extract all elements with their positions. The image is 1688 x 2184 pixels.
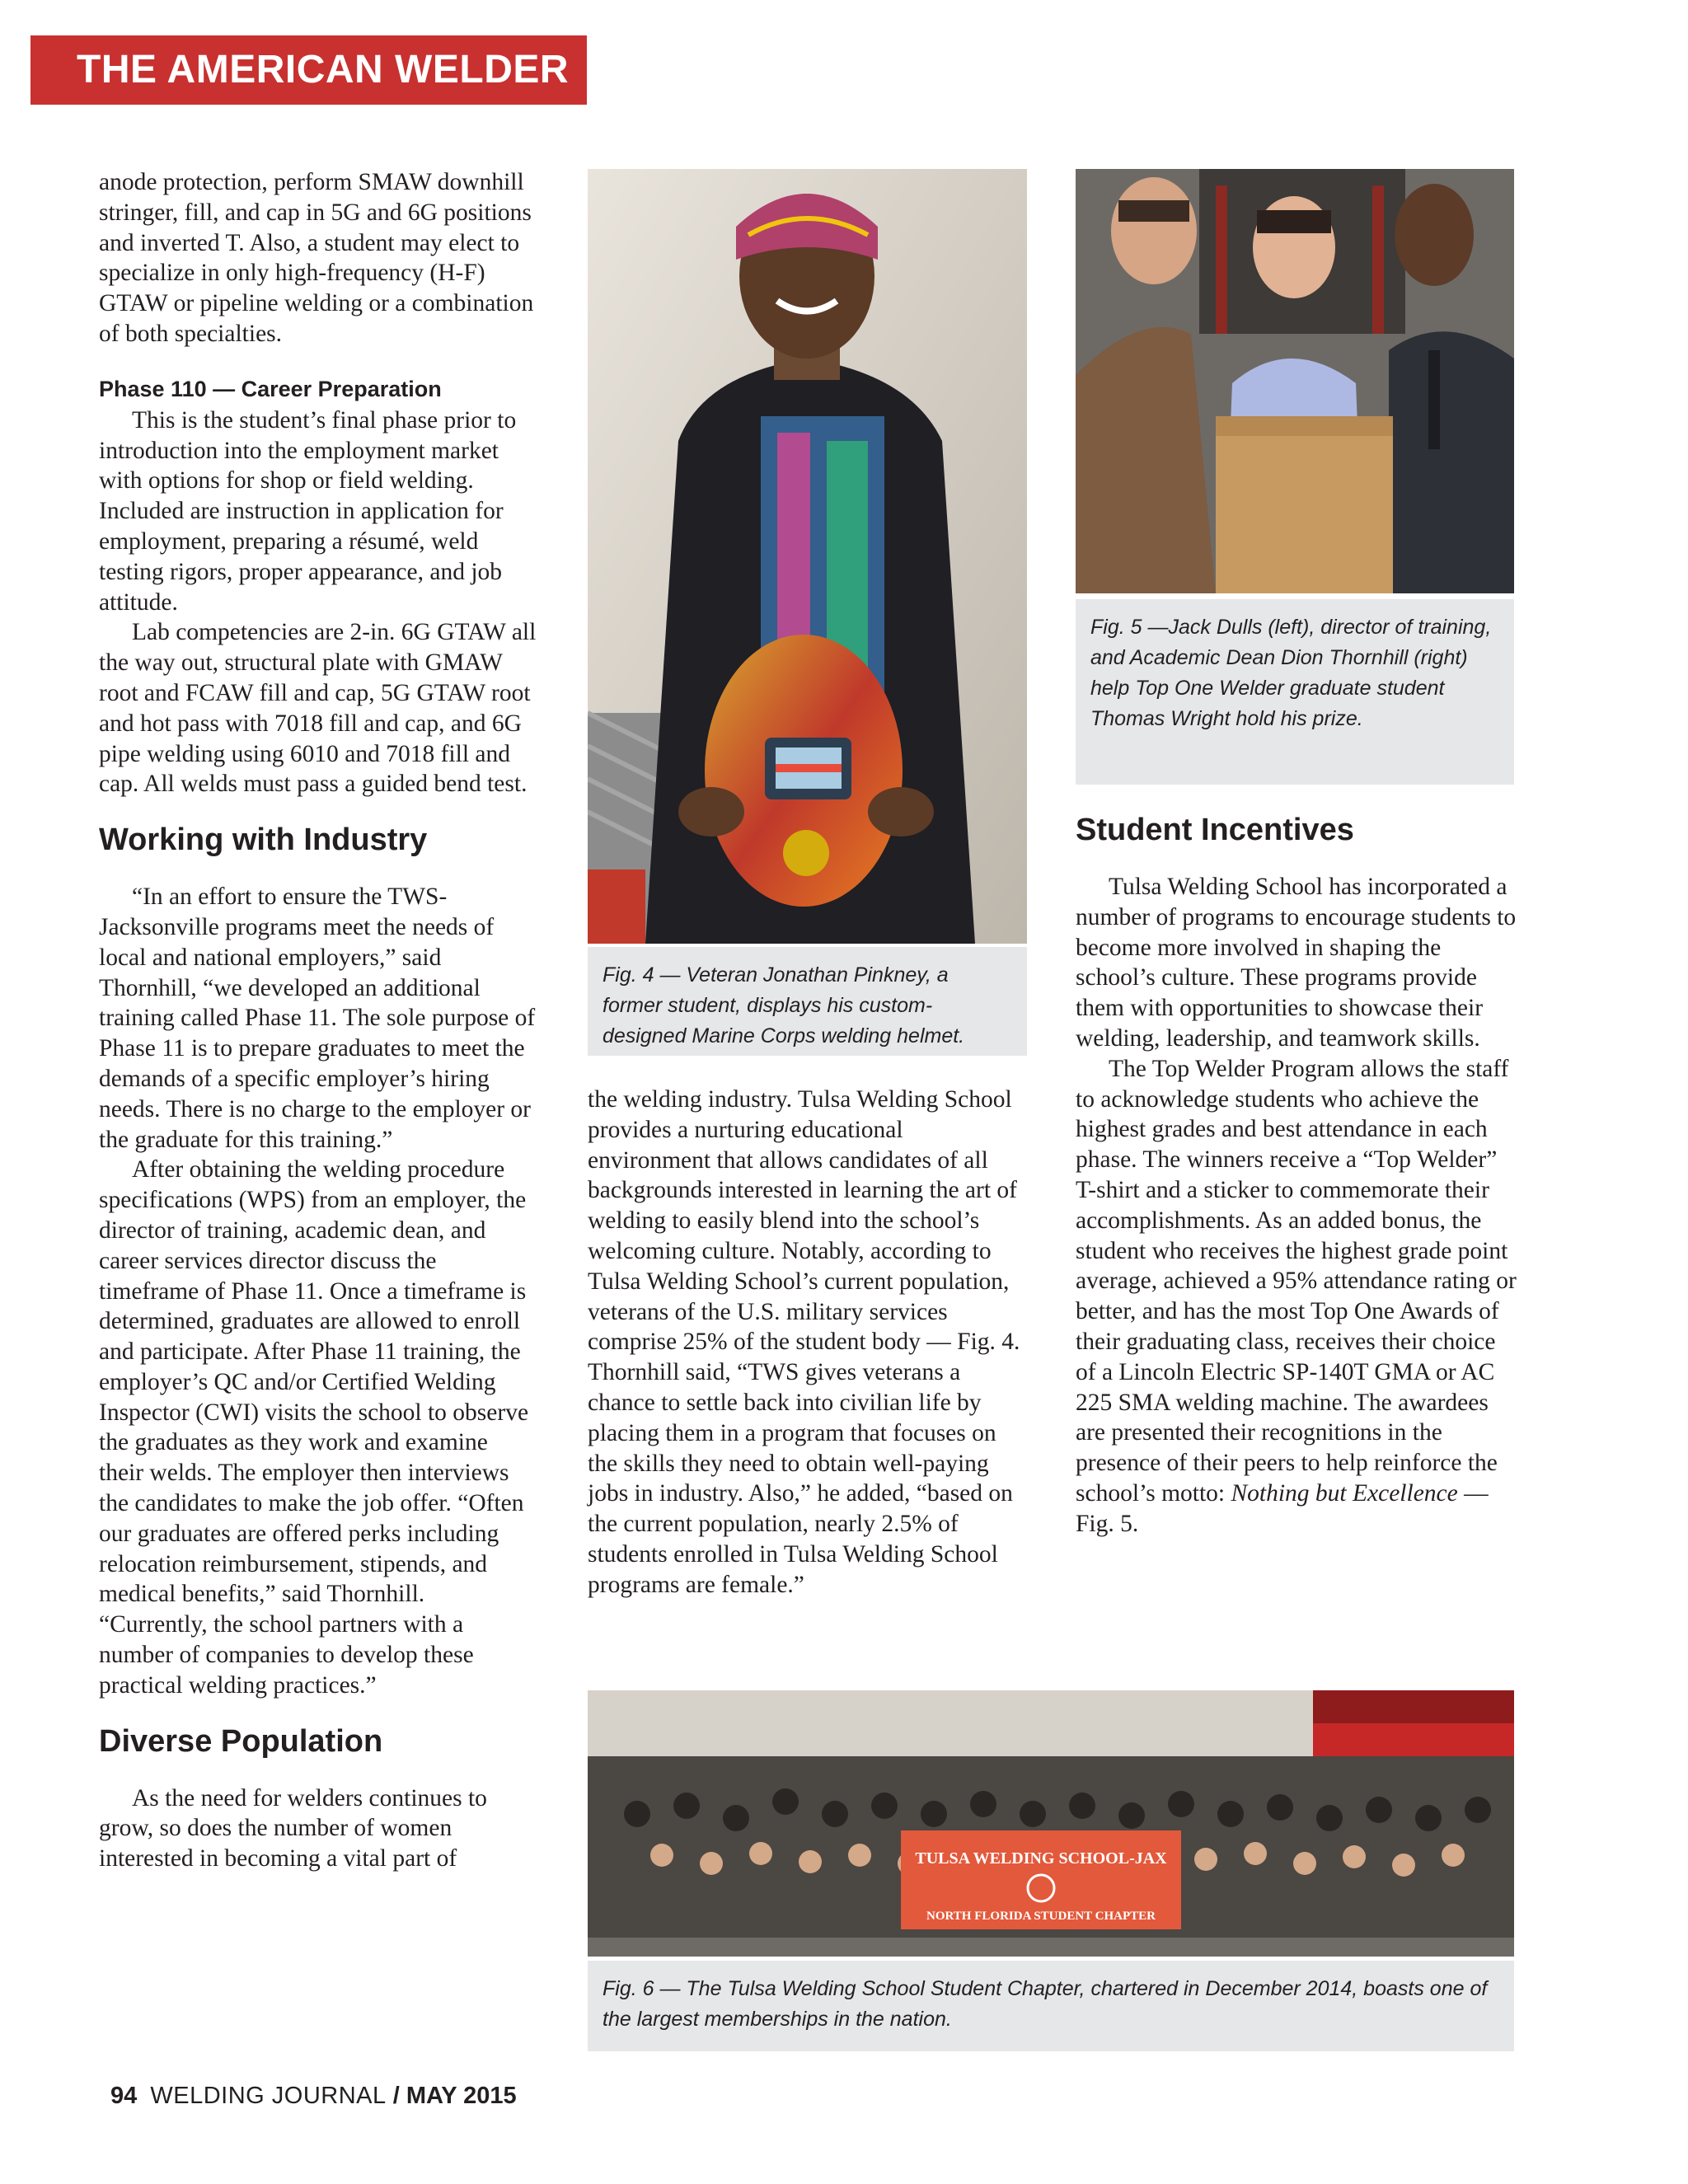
fig5-caption: Fig. 5 —Jack Dulls (left), director of training, and Academic Dean Dion Thornhill (right) help Top One Welder graduate student Thomas Wright hold his prize. [1076,599,1514,785]
body-paragraph: Tulsa Welding School has incorporated a number of programs to encourage students to become more involved in shaping the school’s culture. These programs provide them with opportunities to showcase their welding, leadership, and teamwork skills. [1076,874,1517,1052]
body-paragraph: After obtaining the welding procedure specifications (WPS) from an employer, the director of training, academic dean, and career services director discuss the timeframe of Phase 11. Once a timeframe is determined, graduates are allowed to enroll and participate. After Phase 11 training, the employer’s QC and/or Certified Welding Inspector (CWI) visits the school to observe the graduates as they work and examine their welds. The employer then interviews the candidates to make the job offer. “Often our graduates are offered perks including relocation reimbursement, stipends, and medical benefits,” said Thornhill. “Currently, the school partners with a number of companies to develop these practical welding practices.” [99,1156,529,1699]
fig6-banner-title: TULSA WELDING SCHOOL-JAX [915,1849,1167,1868]
fig4-caption: Fig. 4 — Veteran Jonathan Pinkney, a former student, displays his custom-designed Marine Corps welding helmet. [588,947,1027,1056]
school-motto: Nothing but Excellence [1231,1479,1458,1507]
body-paragraph [1076,1054,1517,1540]
fig4-photo [588,169,1027,944]
body-paragraph: As the need for welders continues to grow, so does the number of women interested in becoming a vital part of [99,1784,487,1872]
column-middle [588,1085,1029,1601]
fig6-photo [588,1690,1514,1957]
issue-date: / MAY 2015 [392,2083,517,2109]
paragraph-text: The Top Welder Program allows the staff to acknowledge students who achieve the highest grades and best attendance in each phase. The winners receive a “Top Welder” T-shirt and a sticker to commemorate their accomplishments. As an added bonus, the student who receives the highest grade point average, achieved a 95% attendance rating or better, and has the most Top One Awards of their graduating class, receives their choice of a Lincoln Electric SP-140T GMA or AC 225 SMA welding machine. The awardees are presented their recognitions in the presence of their peers to help reinforce the school’s motto: [1076,1055,1517,1507]
body-paragraph: “In an effort to ensure the TWS-Jacksonville programs meet the needs of local and national employers,” said Thornhill, “we developed an additional training called Phase 11. The sole purpose of Phase 11 is to prepare graduates to meet the demands of a specific employer’s hiring needs. There is no charge to the employer or the graduate for this training.” [99,883,536,1153]
section-banner: THE AMERICAN WELDER [30,35,587,105]
body-paragraph: Lab competencies are 2-in. 6G GTAW all the way out, structural plate with GMAW root and FCAW fill and cap, 5G GTAW root and hot pass with 7018 fill and cap, and 6G pipe welding using 6010 and 7018 fill and cap. All welds must pass a guided bend test. [99,619,537,798]
page-number: 94 [110,2083,138,2109]
body-paragraph: This is the student’s final phase prior to introduction into the employment market with options for shop or field welding. Included are instruction in application for employment, preparing a résumé, weld testing rigors, proper appearance, and job attitude. [99,406,517,616]
page-footer [110,2081,517,2111]
heading-student-incentives: Student Incentives [1076,813,1354,847]
body-paragraph: the welding industry. Tulsa Welding School provides a nurturing educational environment that allows candidates of all backgrounds interested in learning the art of welding to easily blend into the school’s welcoming culture. Notably, according to Tulsa Welding School’s current population, veterans of the U.S. military services comprise 25% of the student body — Fig. 4. Thornhill said, “TWS gives veterans a chance to settle back into civilian life by placing them in a program that focuses on the skills they need to obtain well-paying jobs in industry. Also,” he added, “based on the current population, nearly 2.5% of students enrolled in Tulsa Welding School programs are female.” [588,1086,1020,1598]
student-chapter-group-image [588,1690,1514,1957]
column-right [1076,809,1517,1540]
award-group-image [1076,169,1514,593]
column-left [99,167,538,1874]
heading-diverse-population: Diverse Population [99,1723,383,1759]
subheading-phase-110: Phase 110 — Career Preparation [99,376,442,401]
fig5-photo [1076,169,1514,593]
welder-portrait-image [588,169,1027,944]
fig6-caption: Fig. 6 — The Tulsa Welding School Student Chapter, chartered in December 2014, boasts one of the largest memberships in the nation. [588,1961,1514,2051]
publication-name: WELDING JOURNAL [150,2083,387,2109]
heading-working-with-industry: Working with Industry [99,823,428,858]
body-paragraph: anode protection, perform SMAW downhill stringer, fill, and cap in 5G and 6G positions and inverted T. Also, a student may elect to specialize in only high-frequency (H-F) GTAW or pipeline welding or a combination of both specialties. [99,169,534,347]
fig6-banner-subtitle: NORTH FLORIDA STUDENT CHAPTER [926,1910,1156,1923]
paragraph-text: — Fig. 5. [1076,1479,1489,1537]
